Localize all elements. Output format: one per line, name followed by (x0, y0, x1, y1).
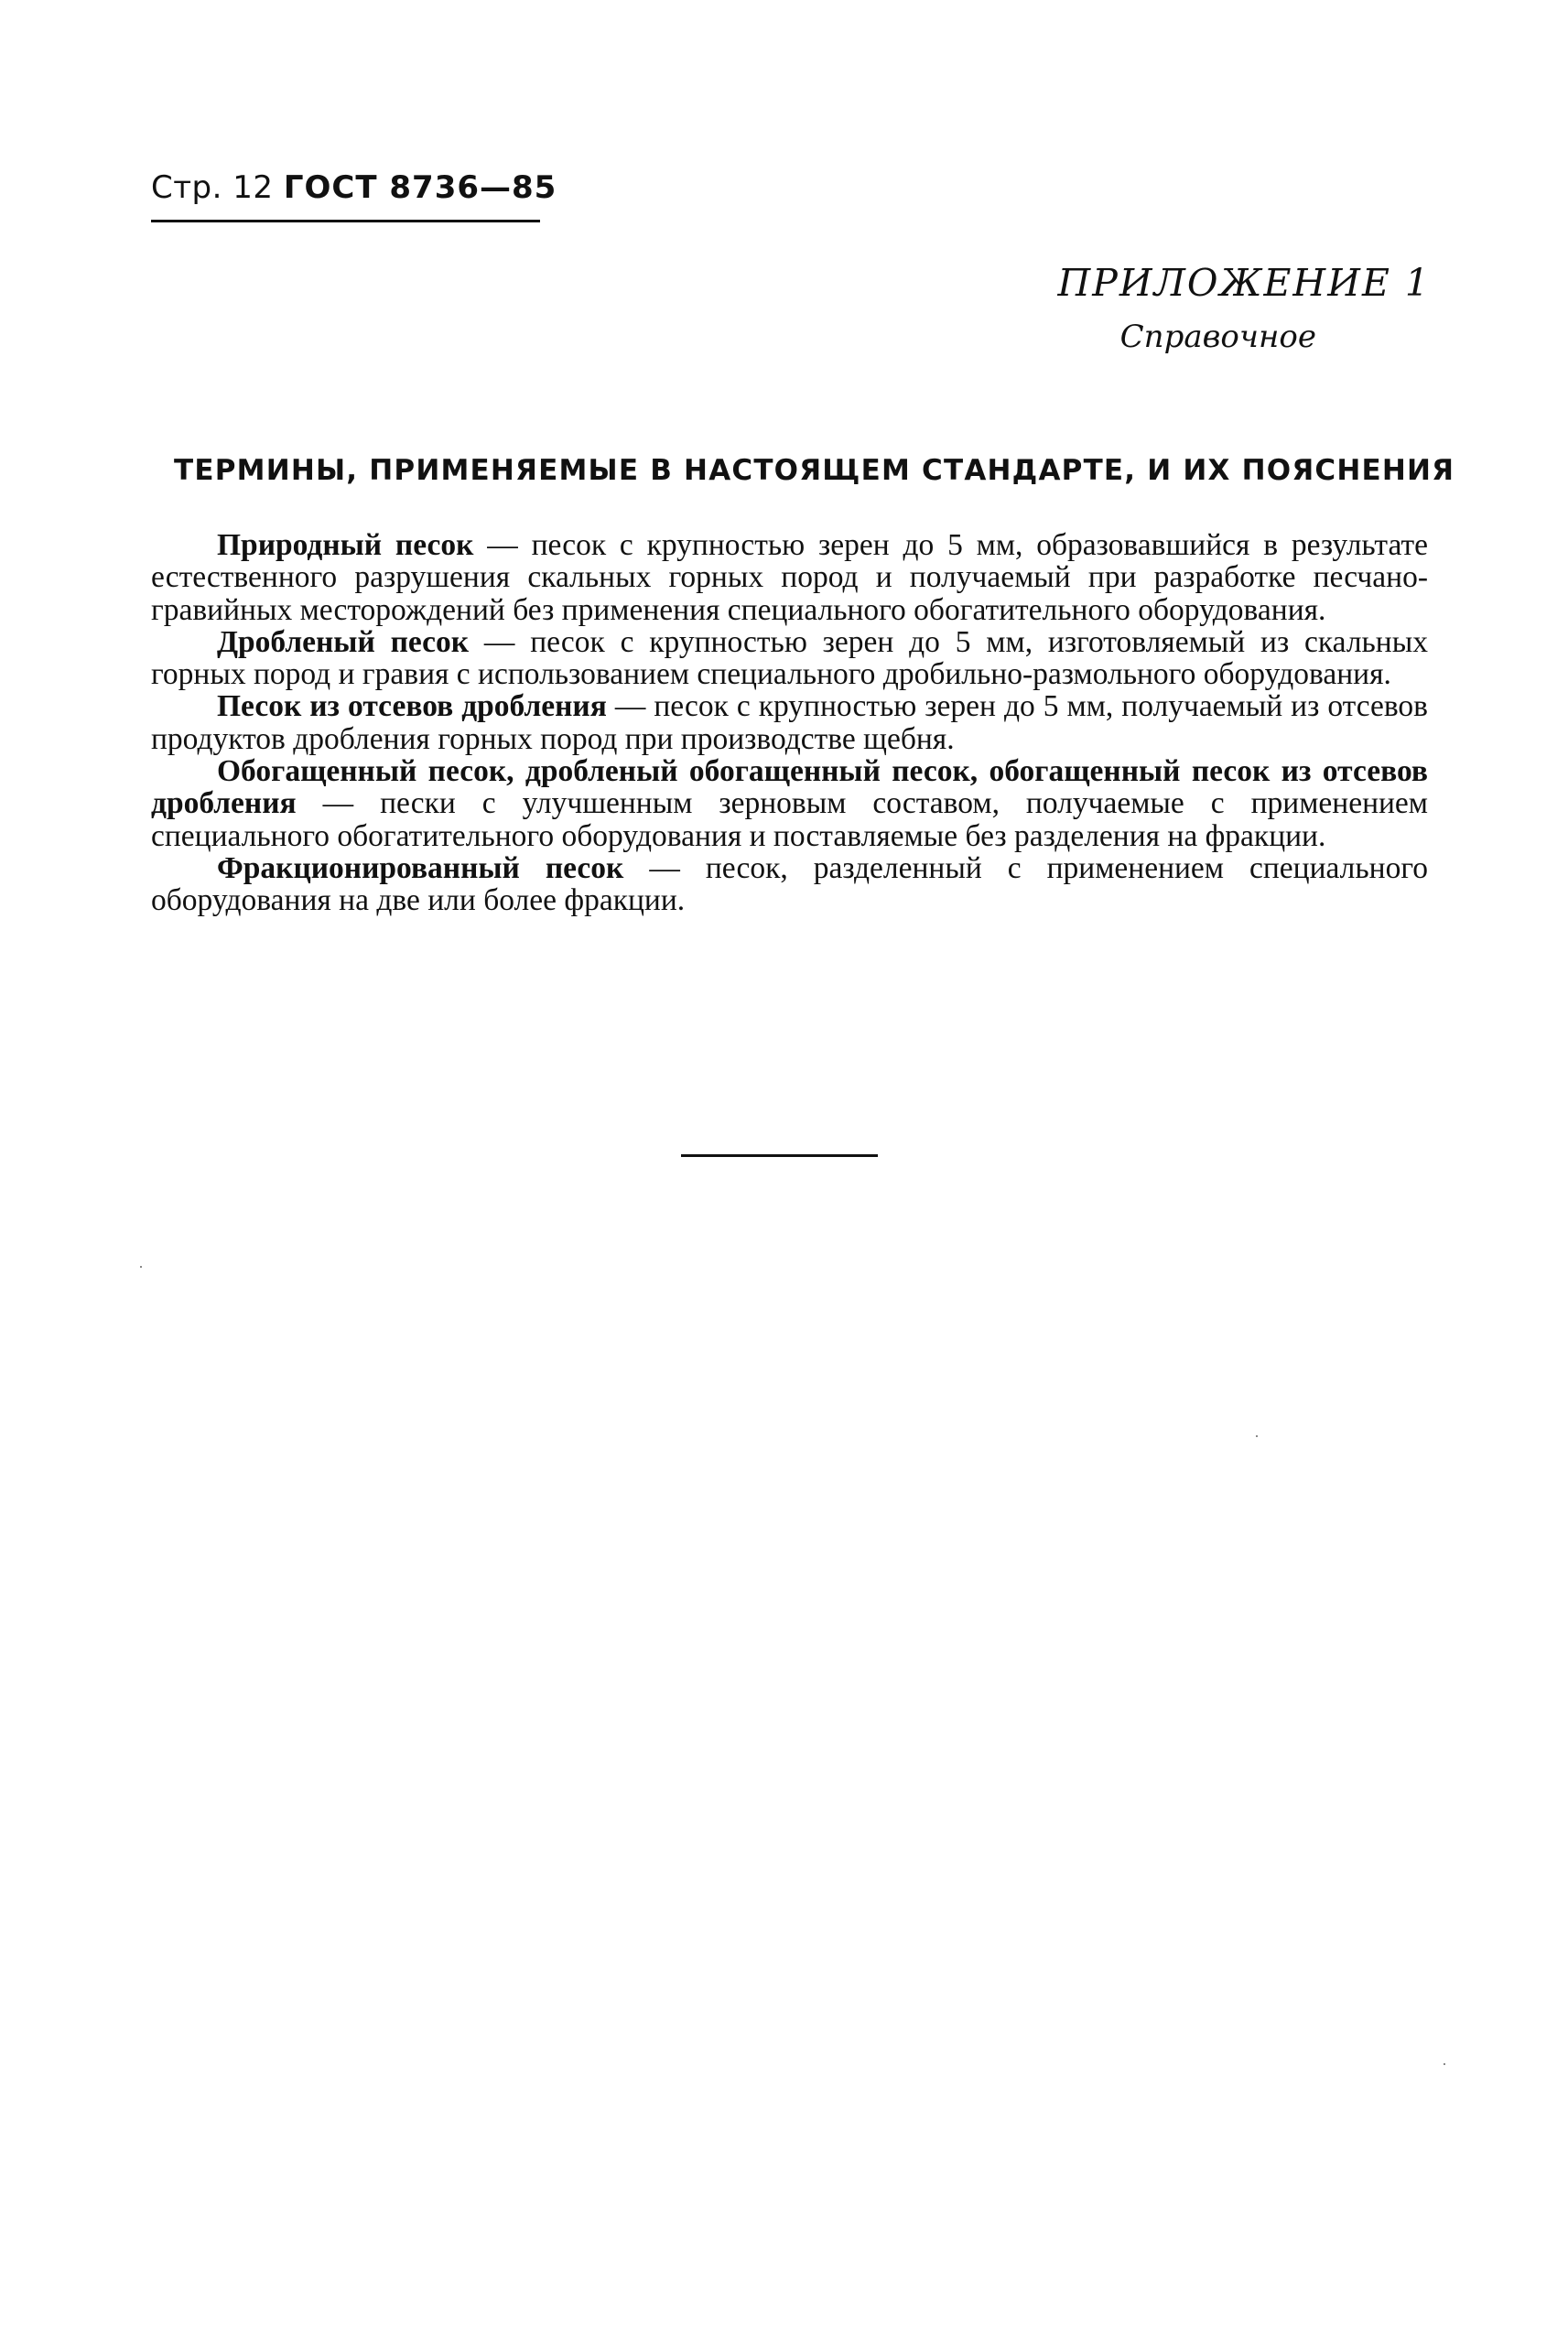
definition-term: Обогащенный песок, дробленый обогащенный песок, обогащенный песок из отсевов дробления (151, 754, 1428, 821)
definition-fractionated-sand (151, 852, 1428, 917)
definition-text: — песок с крупностью зерен до 5 мм, изготовляемый из скальных горных пород и гравия с использованием специального дробильно-размольного оборудования. (151, 624, 1428, 692)
definition-screening-sand (151, 690, 1428, 755)
scan-speck (140, 1266, 142, 1268)
appendix-title: ПРИЛОЖЕНИЕ 1 (1057, 261, 1431, 305)
definition-crushed-sand (151, 626, 1428, 691)
definition-text: — пески с улучшенным зерновым составом, получаемые с применением специального обогатительного оборудования и поставляемые без разделения на фракции. (151, 786, 1428, 853)
scan-speck (1444, 2063, 1445, 2065)
standard-number: ГОСТ 8736—85 (283, 169, 557, 206)
appendix-subtitle: Справочное (1119, 319, 1316, 355)
definition-text: — песок с крупностью зерен до 5 мм, получаемый из отсевов продуктов дробления горных пород при производстве щебня. (151, 689, 1429, 756)
definition-term: Дробленый песок (217, 624, 470, 659)
definition-term: Природный песок (217, 528, 474, 562)
definition-enriched-sand (151, 755, 1428, 852)
definition-natural-sand (151, 529, 1428, 626)
definitions-list (151, 529, 1428, 917)
page-number: Стр. 12 (151, 169, 274, 206)
page-header (151, 169, 557, 206)
definition-text: — песок с крупностью зерен до 5 мм, образовавшийся в результате естественного разрушения скальных горных пород и получаемый при разработке песчано-гравийных месторождений без применения специального обогатительного оборудования. (151, 528, 1428, 627)
definition-term: Фракционированный песок (217, 850, 624, 885)
section-heading: ТЕРМИНЫ, ПРИМЕНЯЕМЫЕ В НАСТОЯЩЕМ СТАНДАРТЕ, И ИХ ПОЯСНЕНИЯ (174, 454, 1455, 487)
definition-term: Песок из отсевов дробления (217, 689, 607, 724)
end-divider (681, 1154, 878, 1157)
header-underline (151, 220, 540, 222)
scan-speck (1256, 1435, 1258, 1437)
definition-text: — песок, разделенный с применением специального оборудования на две или более фракции. (151, 850, 1428, 918)
